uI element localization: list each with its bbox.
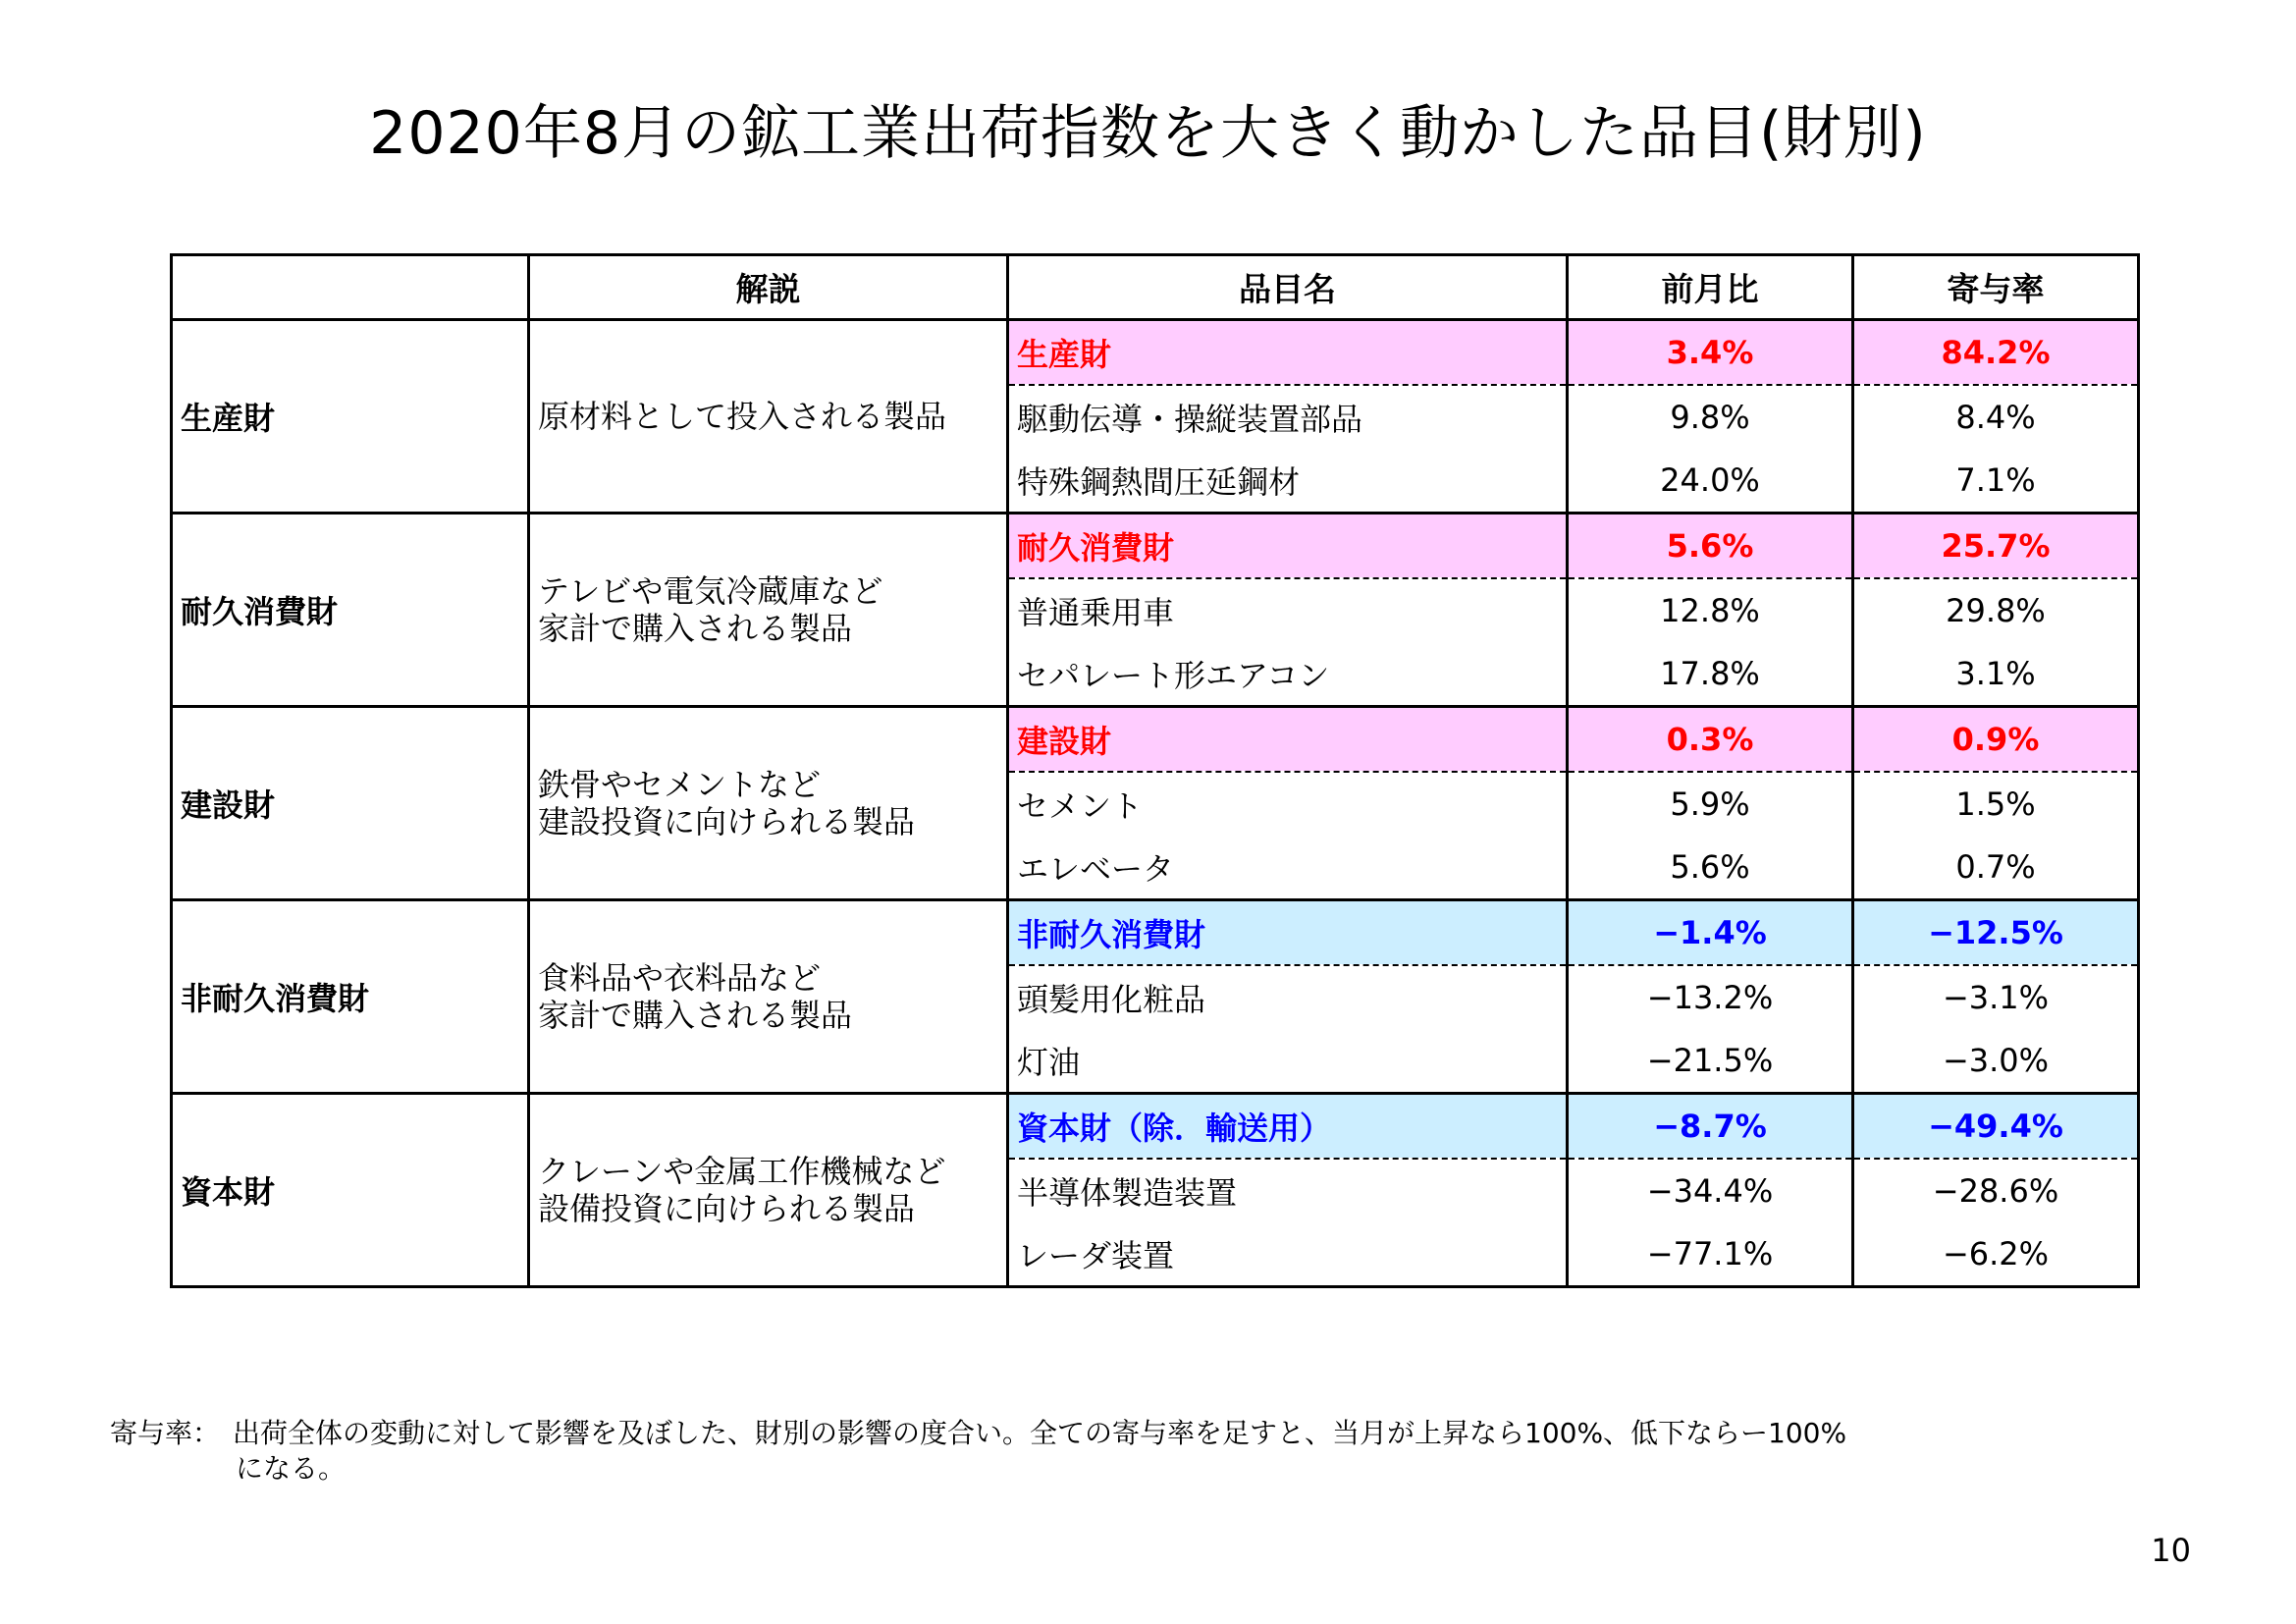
- mom-value: −8.7%: [1568, 1094, 1853, 1160]
- item-name: セメント: [1008, 772, 1568, 836]
- table-body: [172, 320, 2139, 1287]
- mom-value: −77.1%: [1568, 1222, 1853, 1287]
- item-name: 半導体製造装置: [1008, 1159, 1568, 1222]
- category-label: 建設財: [172, 707, 529, 900]
- group-summary-row: [172, 320, 2139, 386]
- page-number: 10: [2151, 1532, 2191, 1569]
- contribution-value: −6.2%: [1853, 1222, 2139, 1287]
- description-line: 鉄骨やセメントなど: [538, 766, 822, 803]
- contribution-value: 84.2%: [1853, 320, 2139, 386]
- item-name: 非耐久消費財: [1008, 900, 1568, 966]
- contribution-value: −12.5%: [1853, 900, 2139, 966]
- item-name: セパレート形エアコン: [1008, 642, 1568, 707]
- item-name: 資本財（除．輸送用）: [1008, 1094, 1568, 1160]
- header-category: [172, 255, 529, 320]
- contribution-value: 3.1%: [1853, 642, 2139, 707]
- description-line: 建設投資に向けられる製品: [538, 803, 916, 840]
- description-line: 家計で購入される製品: [538, 610, 853, 647]
- description-line: 設備投資に向けられる製品: [538, 1190, 916, 1227]
- mom-value: 5.6%: [1568, 514, 1853, 579]
- mom-value: 0.3%: [1568, 707, 1853, 773]
- category-description: [529, 320, 1008, 514]
- mom-value: 9.8%: [1568, 385, 1853, 449]
- category-label: 資本財: [172, 1094, 529, 1287]
- category-label: 生産財: [172, 320, 529, 514]
- description-line: テレビや電気冷蔵庫など: [538, 572, 883, 610]
- item-name: エレベータ: [1008, 836, 1568, 900]
- mom-value: 17.8%: [1568, 642, 1853, 707]
- group-summary-row: [172, 707, 2139, 773]
- header-contribution: 寄与率: [1853, 255, 2139, 320]
- contribution-value: −28.6%: [1853, 1159, 2139, 1222]
- footnote-text-line1: 出荷全体の変動に対して影響を及ぼした、財別の影響の度合い。全ての寄与率を足すと、当月が上昇なら100%、低下ならー100%: [233, 1417, 1847, 1449]
- description-line: 家計で購入される製品: [538, 997, 853, 1034]
- group-summary-row: [172, 900, 2139, 966]
- contribution-value: 0.7%: [1853, 836, 2139, 900]
- header-item: 品目名: [1008, 255, 1568, 320]
- category-label: 耐久消費財: [172, 514, 529, 707]
- contribution-value: 7.1%: [1853, 449, 2139, 514]
- contribution-value: 29.8%: [1853, 578, 2139, 642]
- description-line: 食料品や衣料品など: [538, 959, 822, 997]
- item-name: レーダ装置: [1008, 1222, 1568, 1287]
- footnote-label: 寄与率：: [110, 1417, 221, 1449]
- category-description: [529, 707, 1008, 900]
- mom-value: 5.6%: [1568, 836, 1853, 900]
- header-mom: 前月比: [1568, 255, 1853, 320]
- mom-value: −13.2%: [1568, 965, 1853, 1029]
- footnote: [110, 1416, 2191, 1487]
- mom-value: 24.0%: [1568, 449, 1853, 514]
- footnote-text-line2: になる。: [236, 1452, 347, 1485]
- contribution-value: −3.0%: [1853, 1029, 2139, 1094]
- group-summary-row: [172, 1094, 2139, 1160]
- item-name: 頭髪用化粧品: [1008, 965, 1568, 1029]
- contribution-value: 0.9%: [1853, 707, 2139, 773]
- contribution-value: 8.4%: [1853, 385, 2139, 449]
- mom-value: 5.9%: [1568, 772, 1853, 836]
- contribution-value: −3.1%: [1853, 965, 2139, 1029]
- contribution-value: 25.7%: [1853, 514, 2139, 579]
- category-description: [529, 1094, 1008, 1287]
- description-line: クレーンや金属工作機械など: [538, 1153, 946, 1190]
- item-name: 生産財: [1008, 320, 1568, 386]
- description-line: 原材料として投入される製品: [538, 398, 947, 435]
- category-description: [529, 900, 1008, 1094]
- mom-value: 12.8%: [1568, 578, 1853, 642]
- contribution-value: −49.4%: [1853, 1094, 2139, 1160]
- category-label: 非耐久消費財: [172, 900, 529, 1094]
- mom-value: −1.4%: [1568, 900, 1853, 966]
- item-name: 駆動伝導・操縦装置部品: [1008, 385, 1568, 449]
- item-name: 建設財: [1008, 707, 1568, 773]
- item-name: 普通乗用車: [1008, 578, 1568, 642]
- category-description: [529, 514, 1008, 707]
- mom-value: −34.4%: [1568, 1159, 1853, 1222]
- item-name: 灯油: [1008, 1029, 1568, 1094]
- header-description: 解説: [529, 255, 1008, 320]
- item-name: 特殊鋼熱間圧延鋼材: [1008, 449, 1568, 514]
- goods-table: [170, 253, 2140, 1288]
- contribution-value: 1.5%: [1853, 772, 2139, 836]
- group-summary-row: [172, 514, 2139, 579]
- table-header-row: [172, 255, 2139, 320]
- page-title: 2020年8月の鉱工業出荷指数を大きく動かした品目(財別): [369, 99, 1927, 168]
- item-name: 耐久消費財: [1008, 514, 1568, 579]
- mom-value: 3.4%: [1568, 320, 1853, 386]
- mom-value: −21.5%: [1568, 1029, 1853, 1094]
